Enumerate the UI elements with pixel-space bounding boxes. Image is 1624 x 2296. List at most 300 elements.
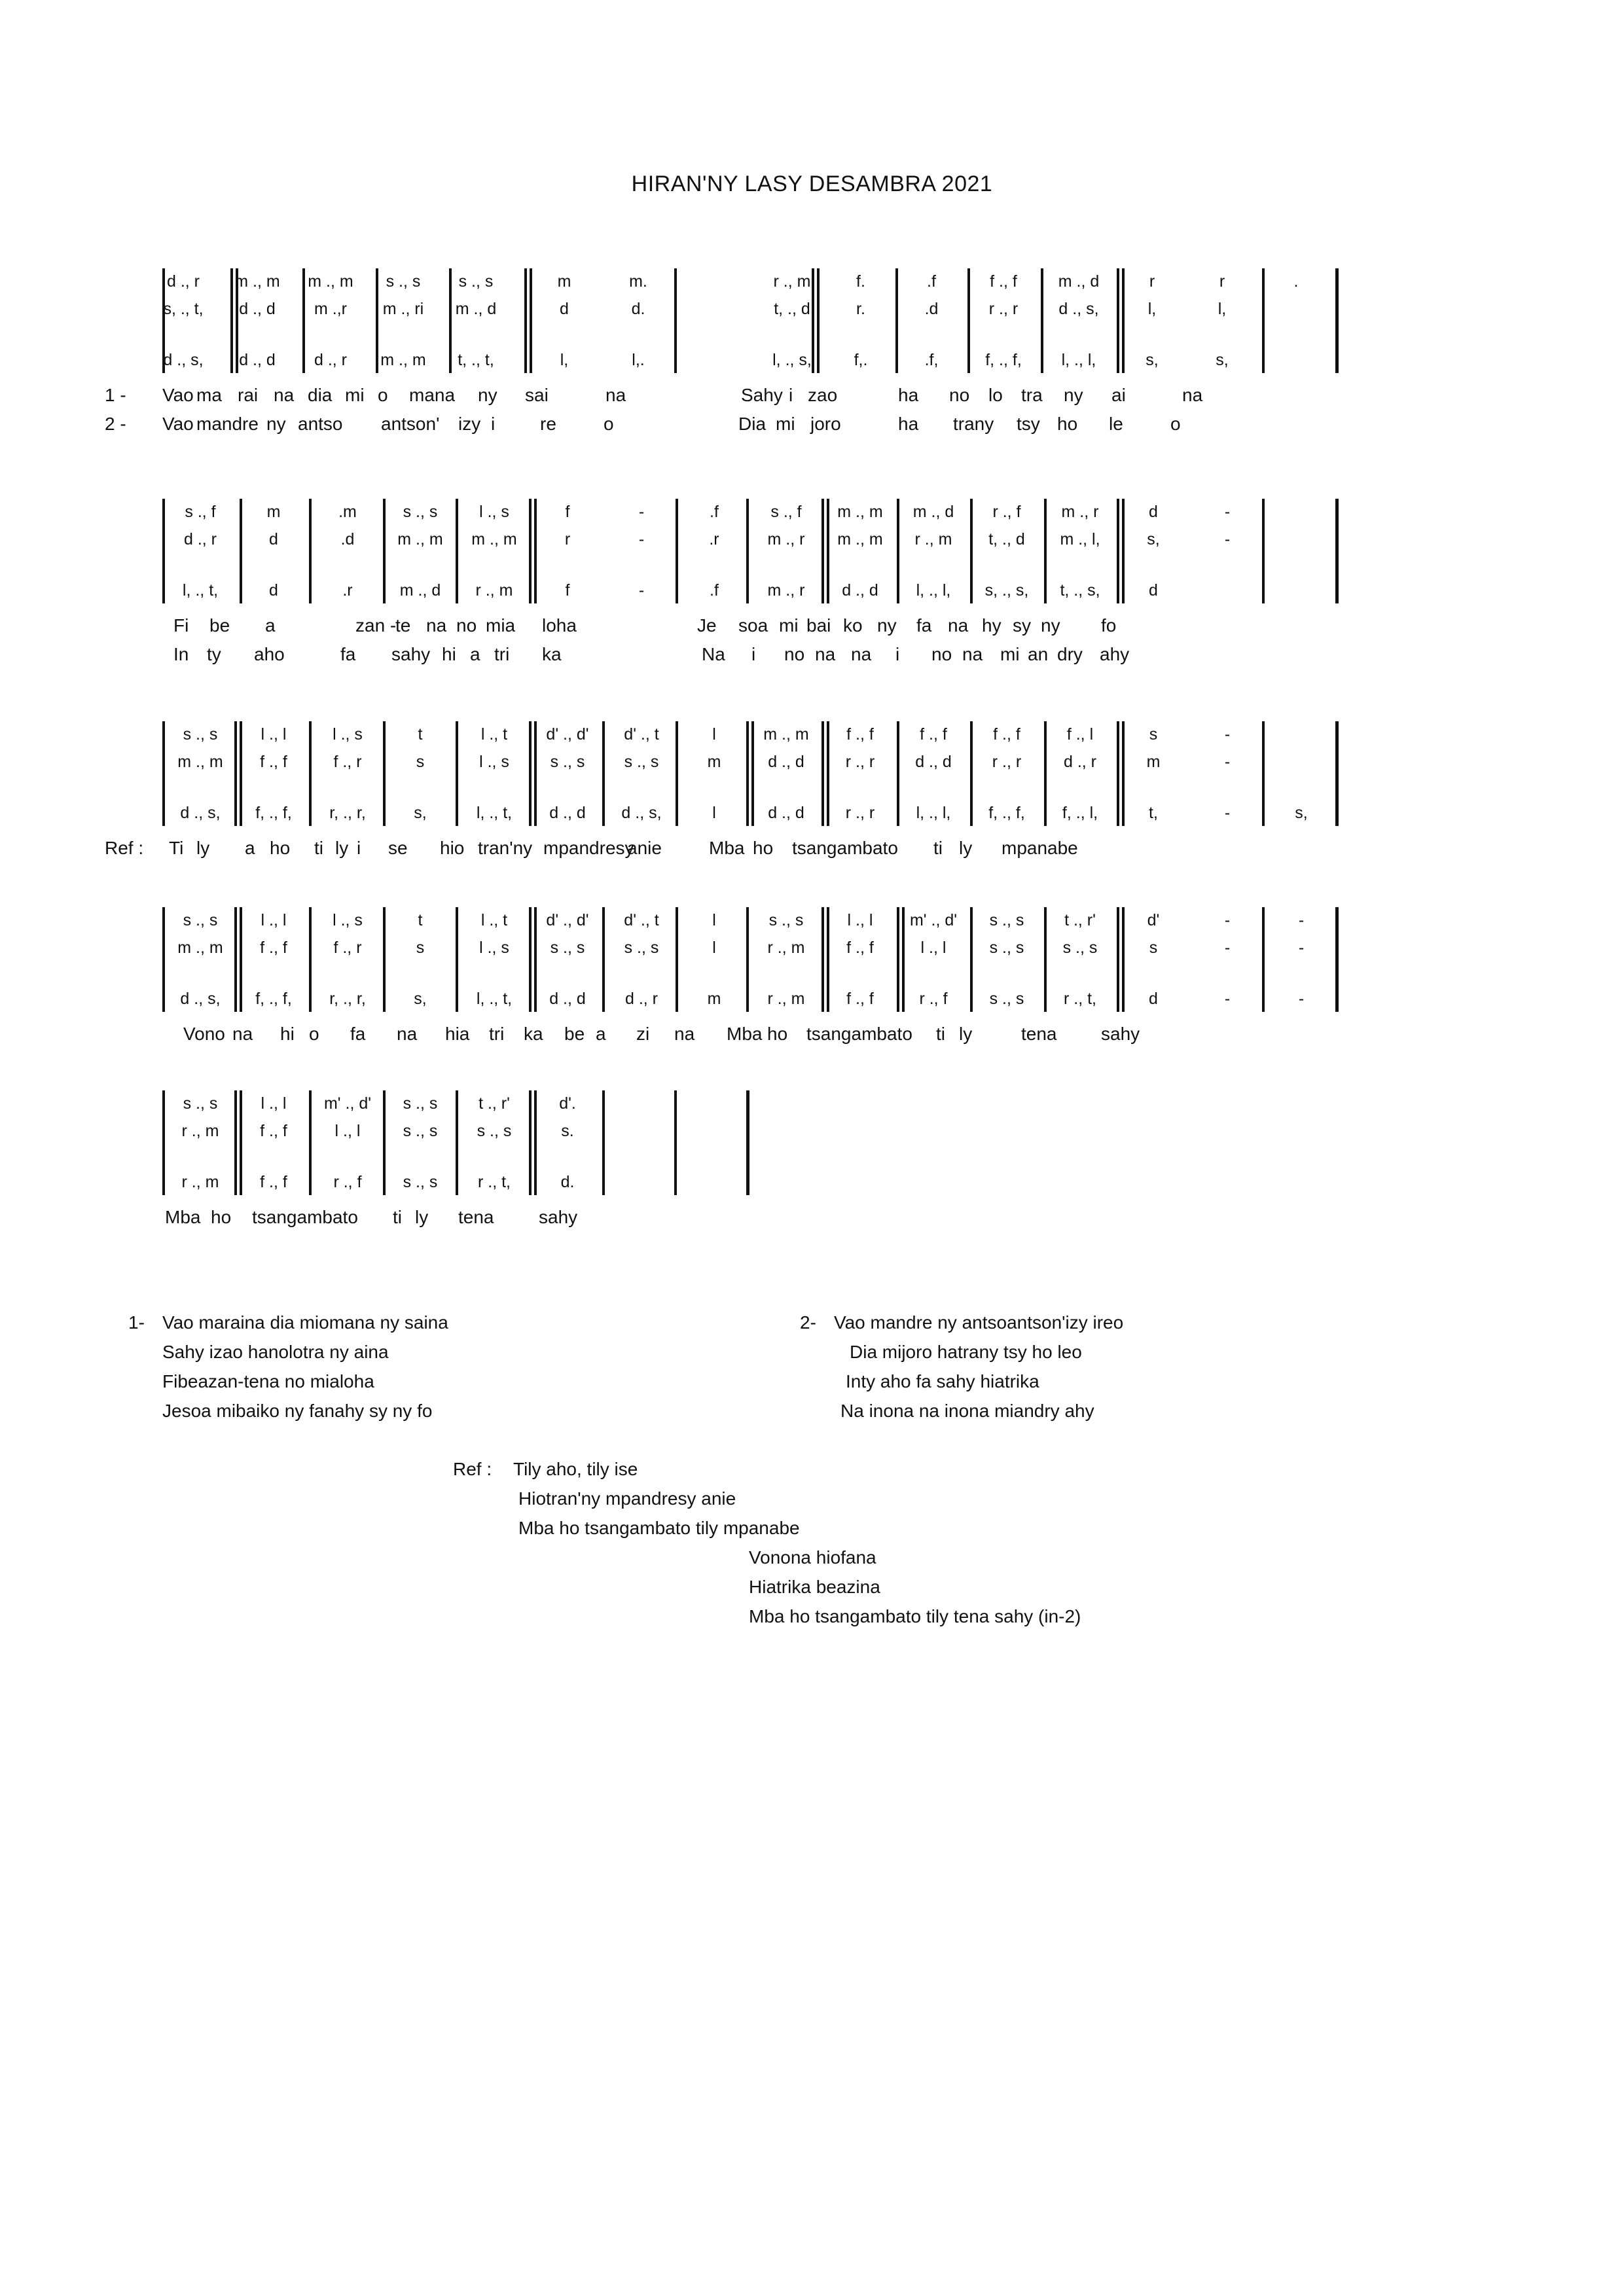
refrain-line: Vonona hiofana xyxy=(749,1547,876,1568)
lyric-syllable: ko xyxy=(843,615,863,636)
solfa-note: f ., l xyxy=(1066,725,1094,744)
solfa-note: m ., r xyxy=(767,581,805,600)
refrain-line: Hiatrika beazina xyxy=(749,1577,880,1597)
solfa-note: f ., f xyxy=(260,939,287,957)
solfa-note: s ., s xyxy=(989,990,1024,1008)
solfa-note: m xyxy=(707,753,721,771)
lyric-syllable: ly xyxy=(415,1207,429,1227)
solfa-note: s ., s xyxy=(183,911,218,929)
solfa-note: l, ., t, xyxy=(476,990,513,1008)
solfa-note: d ., d xyxy=(915,753,952,771)
lyric-syllable: i xyxy=(751,644,756,664)
solfa-note: m .,r xyxy=(314,300,347,318)
solfa-note: d ., s, xyxy=(1058,300,1099,318)
solfa-note: d xyxy=(269,581,278,600)
solfa-note: m ., m xyxy=(177,753,223,771)
lyric-syllable: Mba xyxy=(165,1207,201,1227)
lyric-syllable: mi xyxy=(345,385,365,405)
solfa-note: r xyxy=(1149,272,1155,291)
verse-2-line: Inty aho fa sahy hiatrika xyxy=(846,1371,1039,1391)
solfa-note: d ., r xyxy=(183,530,217,548)
solfa-note: m ., m xyxy=(471,530,517,548)
solfa-note: d xyxy=(560,300,569,318)
solfa-note: l, xyxy=(1218,300,1227,318)
lyric-syllable: no xyxy=(949,385,970,405)
solfa-note: s ., s xyxy=(403,1122,438,1140)
solfa-note: l ., l xyxy=(261,725,287,744)
lyric-syllable: ho xyxy=(270,838,291,858)
solfa-note: l xyxy=(712,804,716,822)
lyric-syllable: ny xyxy=(1041,615,1060,636)
solfa-note: s ., s xyxy=(403,503,438,521)
lyric-syllable: ma xyxy=(196,385,222,405)
solfa-note: l ., t xyxy=(480,725,508,744)
lyric-syllable: hi xyxy=(442,644,456,664)
lyric-syllable: ho xyxy=(753,838,774,858)
solfa-note: - xyxy=(638,530,645,548)
lyric-syllable: na xyxy=(397,1024,418,1044)
barline xyxy=(746,1090,749,1195)
lyric-syllable: tsangambato xyxy=(806,1024,912,1044)
solfa-note: f,. xyxy=(854,351,868,369)
solfa-note: d xyxy=(1149,581,1158,600)
solfa-note: m ., m xyxy=(177,939,223,957)
verse-1-text xyxy=(128,1308,448,1426)
lyric-syllable: trany xyxy=(953,414,994,434)
solfa-note: m' ., d' xyxy=(323,1094,372,1113)
lyric-syllable: tra xyxy=(1021,385,1043,405)
lyric-syllable: mandre xyxy=(196,414,259,434)
solfa-note: t, ., t, xyxy=(458,351,494,369)
lyric-syllable: ha xyxy=(898,414,919,434)
lyric-syllable: tena xyxy=(458,1207,494,1227)
solfa-note: d xyxy=(1149,990,1158,1008)
verse-2-line: Vao mandre ny antsoantson'izy ireo xyxy=(834,1312,1124,1333)
solfa-note: - xyxy=(1224,530,1231,548)
verse-1-line: Jesoa mibaiko ny fanahy sy ny fo xyxy=(162,1401,433,1421)
solfa-note: - xyxy=(1224,503,1231,521)
solfa-note: d ., r xyxy=(166,272,200,291)
solfa-note: f xyxy=(565,503,570,521)
lyric-syllable: antso xyxy=(298,414,343,434)
solfa-note: .f xyxy=(710,503,719,521)
lyric-syllable: be xyxy=(564,1024,585,1044)
solfa-note: r ., r xyxy=(988,300,1019,318)
solfa-note: s ., s xyxy=(550,753,585,771)
lyric-syllable: tena xyxy=(1021,1024,1057,1044)
lyric-syllable: fa xyxy=(350,1024,366,1044)
lyric-syllable: na xyxy=(426,615,447,636)
lyric-syllable: ti xyxy=(314,838,323,858)
solfa-note: s ., s xyxy=(550,939,585,957)
solfa-note: l xyxy=(712,939,716,957)
lyric-syllable: na xyxy=(274,385,295,405)
lyric-syllable: zi xyxy=(636,1024,650,1044)
solfa-note: m xyxy=(266,503,281,521)
solfa-note: m ., m xyxy=(308,272,353,291)
solfa-note: r. xyxy=(856,300,865,318)
lyric-syllable: fa xyxy=(916,615,932,636)
solfa-note: l ., l xyxy=(920,939,947,957)
lyric-syllable: mi xyxy=(776,414,795,434)
solfa-note: r ., m xyxy=(181,1173,219,1191)
lyric-syllable: dry xyxy=(1057,644,1083,664)
solfa-note: s ., f xyxy=(770,503,802,521)
solfa-note: f, ., f, xyxy=(988,804,1025,822)
solfa-note: t xyxy=(418,725,423,744)
solfa-note: l, xyxy=(560,351,569,369)
lyric-syllable: ho xyxy=(211,1207,232,1227)
lyric-syllable: ha xyxy=(898,385,919,405)
lyric-syllable: fa xyxy=(340,644,356,664)
solfa-note: s, ., t, xyxy=(163,300,204,318)
solfa-note: s, ., s, xyxy=(984,581,1029,600)
solfa-note: r ., r xyxy=(845,804,875,822)
solfa-note: . xyxy=(1293,272,1299,291)
lyric-syllable: fo xyxy=(1101,615,1117,636)
solfa-note: s ., s xyxy=(183,725,218,744)
lyric-syllable: re xyxy=(540,414,556,434)
solfa-note: d' ., t xyxy=(624,725,659,744)
solfa-note: r ., f xyxy=(333,1173,362,1191)
lyric-syllable: o xyxy=(1170,414,1181,434)
lyric-syllable: a xyxy=(596,1024,606,1044)
lyric-syllable: anie xyxy=(627,838,662,858)
solfa-note: m ., d xyxy=(455,300,497,318)
solfa-note: d ., s, xyxy=(163,351,204,369)
solfa-note: s ., s xyxy=(989,911,1024,929)
lyric-syllable: mia xyxy=(486,615,516,636)
solfa-note: t, xyxy=(1149,804,1158,822)
solfa-note: t, ., s, xyxy=(1060,581,1100,600)
solfa-note: f ., f xyxy=(993,725,1020,744)
solfa-note: r ., f xyxy=(919,990,948,1008)
solfa-note: r ., m xyxy=(181,1122,219,1140)
lyric-syllable: mana xyxy=(409,385,456,405)
lyric-syllable: Je xyxy=(697,615,717,636)
lyric-syllable: hy xyxy=(982,615,1001,636)
solfa-note: d xyxy=(1149,503,1158,521)
lyric-syllable: Ti xyxy=(169,838,184,858)
lyric-syllable: ho xyxy=(767,1024,788,1044)
lyric-syllable: ka xyxy=(524,1024,543,1044)
solfa-note: d ., d xyxy=(549,990,586,1008)
solfa-note: m ., m xyxy=(763,725,809,744)
solfa-note: r ., m xyxy=(767,939,805,957)
lyric-syllable: o xyxy=(378,385,388,405)
lyric-syllable: tsangambato xyxy=(252,1207,358,1227)
lyric-syllable: a xyxy=(470,644,480,664)
lyric-syllable: tri xyxy=(494,644,510,664)
solfa-note: m ., m xyxy=(234,272,280,291)
solfa-note: d' xyxy=(1147,911,1160,929)
solfa-note: d ., s, xyxy=(180,990,221,1008)
verse-1-line: Sahy izao hanolotra ny aina xyxy=(162,1342,389,1362)
verse-2-line: Na inona na inona miandry ahy xyxy=(840,1401,1094,1421)
solfa-note: s, xyxy=(1147,530,1160,548)
lyric-syllable: o xyxy=(604,414,614,434)
verse-1-label: 1- xyxy=(128,1312,145,1333)
solfa-note: r ., m xyxy=(475,581,513,600)
solfa-note: d ., d xyxy=(768,753,804,771)
lyric-syllable: Sahy xyxy=(741,385,783,405)
solfa-note: s ., s xyxy=(183,1094,218,1113)
lyric-syllable: sai xyxy=(525,385,549,405)
lyric-line-label: 1 - xyxy=(105,385,126,405)
lyric-syllable: hio xyxy=(440,838,465,858)
solfa-note: - xyxy=(1298,990,1305,1008)
solfa-note: f ., r xyxy=(333,939,362,957)
solfa-note: .d xyxy=(924,300,939,318)
lyric-syllable: mpandresy xyxy=(543,838,634,858)
solfa-note: d xyxy=(269,530,278,548)
lyric-syllable: Mba xyxy=(709,838,745,858)
solfa-note: - xyxy=(1224,804,1231,822)
lyric-syllable: Na xyxy=(702,644,725,664)
solfa-note: m ., ri xyxy=(382,300,424,318)
solfa-note: s. xyxy=(561,1122,574,1140)
lyric-syllable: mpanabe xyxy=(1001,838,1078,858)
solfa-note: - xyxy=(1224,911,1231,929)
solfa-note: m ., d xyxy=(399,581,441,600)
solfa-note: r ., f xyxy=(992,503,1021,521)
solfa-note: s xyxy=(416,939,425,957)
solfa-note: m xyxy=(707,990,721,1008)
solfa-note: m. xyxy=(629,272,647,291)
solfa-note: .m xyxy=(338,503,357,521)
lyric-syllable: hi xyxy=(280,1024,295,1044)
lyric-syllable: hia xyxy=(445,1024,470,1044)
lyric-syllable: sahy xyxy=(539,1207,578,1227)
lyric-syllable: ka xyxy=(542,644,562,664)
lyric-syllable: ti xyxy=(933,838,943,858)
solfa-note: s xyxy=(1149,939,1158,957)
verse-1-line: Vao maraina dia miomana ny saina xyxy=(162,1312,448,1333)
solfa-note: s, xyxy=(1146,351,1159,369)
lyric-syllable: soa xyxy=(738,615,768,636)
lyric-syllable: mi xyxy=(779,615,799,636)
solfa-note: - xyxy=(1298,911,1305,929)
solfa-note: .r xyxy=(709,530,719,548)
solfa-note: l, ., l, xyxy=(916,581,951,600)
solfa-note: r xyxy=(1219,272,1225,291)
solfa-note: d ., s, xyxy=(180,804,221,822)
lyric-syllable: a xyxy=(265,615,276,636)
lyric-syllable: ahy xyxy=(1100,644,1130,664)
lyric-syllable: aho xyxy=(254,644,285,664)
solfa-note: m ., l, xyxy=(1060,530,1100,548)
solfa-note: l ., l xyxy=(261,1094,287,1113)
solfa-note: s, xyxy=(1295,804,1308,822)
solfa-note: d ., d xyxy=(768,804,804,822)
solfa-note: s ., s xyxy=(624,939,659,957)
solfa-note: r ., t, xyxy=(1064,990,1096,1008)
solfa-note: f ., f xyxy=(990,272,1017,291)
solfa-note: t, ., d xyxy=(988,530,1025,548)
solfa-note: f ., f xyxy=(260,1122,287,1140)
solfa-note: f ., r xyxy=(333,753,362,771)
lyric-syllable: ty xyxy=(207,644,221,664)
solfa-note: l, ., t, xyxy=(182,581,219,600)
lyric-syllable: no xyxy=(784,644,805,664)
lyric-syllable: lo xyxy=(988,385,1003,405)
solfa-note: s xyxy=(416,753,425,771)
solfa-note: m xyxy=(1146,753,1161,771)
solfa-note: r ., r xyxy=(845,753,875,771)
lyric-syllable: na xyxy=(674,1024,695,1044)
solfa-note: s ., s xyxy=(403,1173,438,1191)
lyric-syllable: Vono xyxy=(183,1024,225,1044)
solfa-note: l, ., l, xyxy=(916,804,951,822)
solfa-note: f ., f xyxy=(260,753,287,771)
lyric-syllable: izy xyxy=(458,414,481,434)
lyric-syllable: antson' xyxy=(381,414,440,434)
solfa-note: s ., s xyxy=(1062,939,1098,957)
refrain-line: Hiotran'ny mpandresy anie xyxy=(518,1488,736,1509)
solfa-note: s ., s xyxy=(386,272,421,291)
lyric-syllable: loha xyxy=(542,615,577,636)
solfa-note: s, xyxy=(414,990,427,1008)
solfa-note: l,. xyxy=(632,351,645,369)
lyric-syllable: an xyxy=(1028,644,1049,664)
solfa-note: l ., s xyxy=(333,725,363,744)
solfa-note: l, ., s, xyxy=(772,351,812,369)
lyric-syllable: i xyxy=(789,385,793,405)
refrain-line: Mba ho tsangambato tily mpanabe xyxy=(518,1518,800,1538)
solfa-note: d' ., t xyxy=(624,911,659,929)
barline xyxy=(1335,499,1339,603)
solfa-note: d. xyxy=(631,300,645,318)
solfa-note: r ., r xyxy=(992,753,1022,771)
solfa-note: m ., d xyxy=(1058,272,1100,291)
solfa-note: l ., s xyxy=(479,939,509,957)
lyric-syllable: Vao xyxy=(162,385,194,405)
solfa-note: d ., d xyxy=(842,581,878,600)
solfa-note: l ., s xyxy=(479,503,509,521)
solfa-note: l ., l xyxy=(847,911,873,929)
solfa-note: m ., m xyxy=(837,530,883,548)
solfa-note: l xyxy=(712,725,716,744)
lyric-syllable: tran'ny xyxy=(478,838,533,858)
lyric-syllable: In xyxy=(173,644,189,664)
solfa-note: r ., m xyxy=(914,530,952,548)
lyric-syllable: na xyxy=(1182,385,1203,405)
solfa-note: l xyxy=(712,911,716,929)
solfa-note: f ., f xyxy=(260,1173,287,1191)
lyric-syllable: o xyxy=(309,1024,319,1044)
solfa-note: m ., m xyxy=(380,351,426,369)
lyric-syllable: be xyxy=(209,615,230,636)
barline xyxy=(1335,268,1339,373)
lyric-syllable: sy xyxy=(1013,615,1031,636)
refrain-line: Tily aho, tily ise xyxy=(513,1459,638,1479)
lyric-syllable: Vao xyxy=(162,414,194,434)
lyric-syllable: le xyxy=(1109,414,1123,434)
solfa-note: .f, xyxy=(924,351,939,369)
solfa-note: f, ., f, xyxy=(255,804,292,822)
solfa-note: s ., s xyxy=(477,1122,512,1140)
solfa-note: r ., m xyxy=(767,990,805,1008)
lyric-syllable: na xyxy=(962,644,983,664)
lyric-syllable: ti xyxy=(393,1207,402,1227)
solfa-note: d ., d xyxy=(549,804,586,822)
solfa-note: f ., f xyxy=(846,725,874,744)
solfa-note: r xyxy=(564,530,571,548)
lyric-syllable: ny xyxy=(266,414,286,434)
solfa-note: r ., t, xyxy=(478,1173,511,1191)
lyric-syllable: zao xyxy=(808,385,838,405)
solfa-note: .f xyxy=(710,581,719,600)
solfa-note: f, ., f, xyxy=(255,990,292,1008)
lyric-syllable: ny xyxy=(478,385,497,405)
solfa-note: s xyxy=(1149,725,1158,744)
solfa-note: f xyxy=(565,581,570,600)
double-barline xyxy=(524,268,527,373)
solfa-note: f. xyxy=(856,272,865,291)
solfa-note: m ., m xyxy=(397,530,443,548)
lyric-syllable: sahy xyxy=(1101,1024,1140,1044)
solfa-note: d ., d xyxy=(239,351,276,369)
solfa-note: m xyxy=(557,272,571,291)
refrain-line: Mba ho tsangambato tily tena sahy (in-2) xyxy=(749,1606,1081,1626)
solfa-note: d ., s, xyxy=(621,804,662,822)
lyric-syllable: bai xyxy=(806,615,831,636)
solfa-note: r ., m xyxy=(773,272,811,291)
lyric-syllable: ly xyxy=(959,838,973,858)
solfa-note: d' ., d' xyxy=(546,725,589,744)
solfa-note: f ., f xyxy=(920,725,947,744)
lyric-syllable: na xyxy=(815,644,836,664)
lyric-syllable: ho xyxy=(1057,414,1078,434)
solfa-note: d ., r xyxy=(1063,753,1096,771)
solfa-note: s ., s xyxy=(989,939,1024,957)
solfa-note: s ., s xyxy=(624,753,659,771)
solfa-note: m ., d xyxy=(912,503,954,521)
refrain-label: Ref : xyxy=(453,1459,492,1479)
lyric-syllable: i xyxy=(491,414,496,434)
refrain-text xyxy=(453,1454,1081,1631)
solfa-note: m' ., d' xyxy=(909,911,958,929)
solfa-note: s, xyxy=(1216,351,1229,369)
song-title: HIRAN'NY LASY DESAMBRA 2021 xyxy=(631,171,993,196)
solfa-note: l ., l xyxy=(334,1122,361,1140)
solfa-note: l ., s xyxy=(479,753,509,771)
solfa-note: .d xyxy=(340,530,355,548)
lyric-syllable: mi xyxy=(1000,644,1020,664)
lyric-syllable: tsy xyxy=(1017,414,1040,434)
lyric-syllable: no xyxy=(931,644,952,664)
lyric-syllable: ny xyxy=(1064,385,1083,405)
lyric-syllable: na xyxy=(232,1024,253,1044)
solfa-note: t, ., d xyxy=(774,300,810,318)
lyric-syllable: i xyxy=(357,838,361,858)
lyric-syllable: zan - xyxy=(355,615,397,636)
lyric-syllable: rai xyxy=(238,385,259,405)
lyric-syllable: tsangambato xyxy=(792,838,898,858)
solfa-note: .f xyxy=(927,272,936,291)
solfa-note: l, xyxy=(1147,300,1157,318)
lyric-syllable: joro xyxy=(810,414,841,434)
solfa-note: f, ., l, xyxy=(1062,804,1098,822)
lyric-syllable: ly xyxy=(959,1024,973,1044)
lyric-syllable: Fi xyxy=(173,615,189,636)
lyric-syllable: dia xyxy=(308,385,333,405)
solfa-note: t xyxy=(418,911,423,929)
solfa-note: f ., f xyxy=(846,939,874,957)
solfa-note: t ., r' xyxy=(1064,911,1096,929)
solfa-note: - xyxy=(1224,725,1231,744)
solfa-note: - xyxy=(1224,990,1231,1008)
